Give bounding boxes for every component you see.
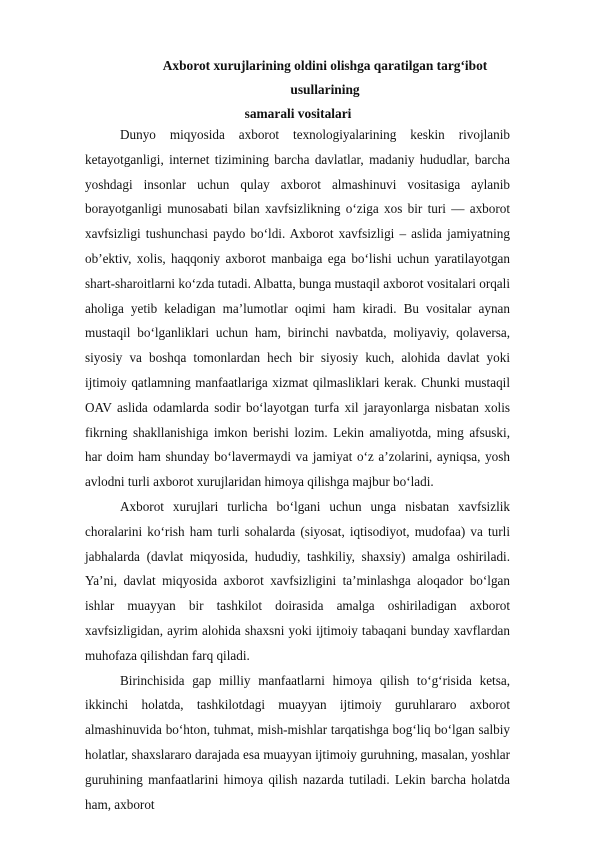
paragraph-2: Axborot xurujlari turlicha bo‘lgani uchun unga nisbatan xavfsizlik choralarini ko‘rish ham turli sohalarda (siyosat, iqtisodiyot, mudofaa) va turli jabhalarda (davlat miqyosida, hududiy, tashkiliy, shaxsiy) amalga oshiriladi. Ya’ni, davlat miqyosida axborot xavfsizligini ta’minlashga aloqador bo‘lgan ishlar muayyan bir tashkilot doirasida amalga oshiriladigan axborot xavfsizligidan, ayrim alohida shaxsni yoki ijtimoiy tabaqani bunday xavflardan muhofaza qilishdan farq qiladi.	[85, 498, 510, 663]
document-title	[84, 54, 512, 126]
document-body	[85, 123, 510, 817]
title-line-2: samarali vositalari	[244, 106, 352, 121]
paragraph-3: Birinchisida gap milliy manfaatlarni himoya qilish to‘g‘risida ketsa, ikkinchi holatda, tashkilotdagi muayyan ijtimoiy guruhlararo axborot almashinuvida bo‘hton, tuhmat, mish-mishlar tarqatishga bog‘liq bo‘lgan salbiy holatlar, shaxslararo darajada esa muayyan ijtimoiy guruhning, masalan, yoshlar guruhining manfaatlarini himoya qilish nazarda tutiladi. Lekin barcha holatda ham, axborot	[85, 672, 510, 812]
title-line-1: Axborot xurujlarining oldini olishga qaratilgan targ‘ibot usullarining	[162, 58, 488, 97]
paragraph-1: Dunyo miqyosida axborot texnologiyalarining keskin rivojlanib ketayotganligi, internet tizimining barcha davlatlar, madaniy hududlar, barcha yoshdagi insonlar uchun qulay axborot almashinuvi vositasiga aylanib borayotganligi munosabati bilan xavfsizlikning o‘ziga xos bir turi — axborot xavfsizligi tushunchasi paydo bo‘ldi. Axborot xavfsizligi – aslida jamiyatning ob’ektiv, xolis, haqqoniy axborot manbaiga ega bo‘lishi uchun yaratilayotgan shart-sharoitlarni ko‘zda tutadi. Albatta, bunga mustaqil axborot vositalari orqali aholiga yetib keladigan ma’lumotlar oqimi ham kiradi. Bu vositalar aynan mustaqil bo‘lganliklari uchun ham, birinchi navbatda, moliyaviy, qolaversa, siyosiy va boshqa tomonlardan hech bir siyosiy kuch, alohida davlat yoki ijtimoiy qatlamning manfaatlariga xizmat qilmasliklari kerak. Chunki mustaqil OAV aslida odamlarda sodir bo‘layotgan turfa xil jarayonlarga nisbatan xolis fikrning shakllanishiga imkon berishi lozim. Lekin amaliyotda, ming afsuski, har doim ham shunday bo‘lavermaydi va jamiyat o‘z a’zolarini, ayniqsa, yosh avlodni turli axborot xurujlaridan himoya qilishga majbur bo‘ladi.	[85, 127, 510, 490]
